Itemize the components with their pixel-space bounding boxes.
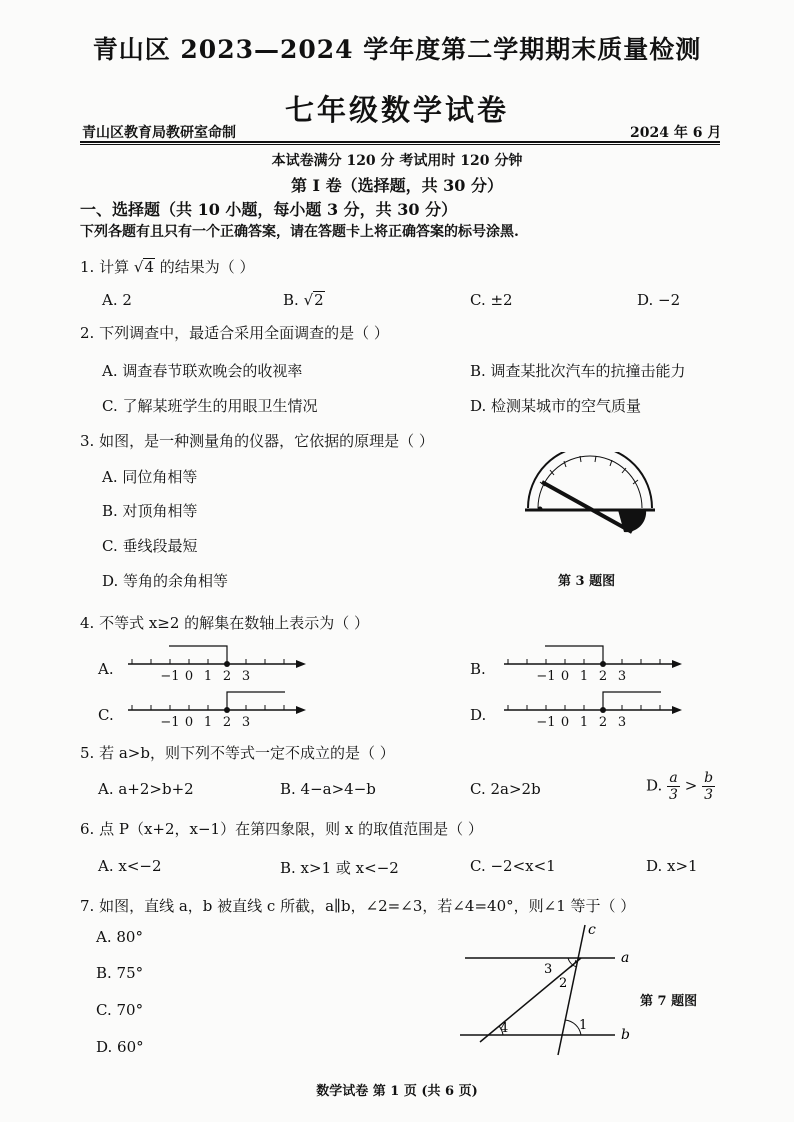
q5-option-d-label: D.	[646, 776, 663, 795]
tick-label: −1	[536, 669, 556, 684]
q1-radicand: 4	[144, 258, 154, 276]
solution-bracket	[169, 646, 227, 664]
q5-option-d-op: >	[684, 776, 698, 795]
q3-option-a[interactable]: A. 同位角相等	[102, 468, 198, 486]
tick-label: 1	[203, 715, 213, 730]
protractor-arm	[542, 482, 632, 532]
q5-option-d[interactable]	[646, 770, 715, 803]
q3-option-c[interactable]: C. 垂线段最短	[102, 537, 198, 555]
protractor-figure	[520, 452, 660, 542]
label-b: b	[621, 1027, 630, 1043]
endpoint-dot	[600, 707, 606, 713]
q4-numberline-b	[494, 644, 694, 686]
protractor-pivot	[538, 507, 543, 512]
q3-caption: 第 3 题图	[558, 574, 616, 589]
sqrt-sign: √	[133, 258, 144, 276]
tick-label: 3	[241, 715, 251, 730]
fraction-a-over-3: $\frac{a}{3}$	[669, 770, 678, 803]
q5-option-a[interactable]: A. a+2>b+2	[98, 780, 194, 798]
q7-option-a[interactable]: A. 80°	[96, 928, 143, 946]
question-1-stem	[80, 256, 255, 277]
q2-option-d[interactable]: D. 检测某城市的空气质量	[470, 397, 642, 415]
parallel-lines-figure	[455, 920, 640, 1060]
fraction-b-over-3: $\frac{b}{3}$	[704, 770, 714, 803]
question-2-stem: 2. 下列调查中，最适合采用全面调查的是（ ）	[80, 324, 389, 342]
question-5-stem: 5. 若 a>b，则下列不等式一定不成立的是（ ）	[80, 744, 395, 762]
q4-option-c[interactable]: C.	[98, 706, 114, 724]
solution-bracket	[603, 692, 661, 710]
q5-option-c[interactable]: C. 2a>2b	[470, 780, 541, 798]
label-a: a	[621, 950, 630, 966]
tick-label: 2	[598, 715, 608, 730]
q6-option-b[interactable]: B. x>1 或 x<−2	[280, 859, 399, 877]
endpoint-dot	[600, 661, 606, 667]
q1-option-c[interactable]: C. ±2	[470, 291, 513, 309]
endpoint-dot	[224, 707, 230, 713]
question-7-stem: 7. 如图，直线 a，b 被直线 c 所截，a∥b，∠2=∠3，若∠4=40°，则∠1 等于（ ）	[80, 897, 636, 915]
transversal-line	[480, 958, 581, 1042]
label-c: c	[588, 922, 596, 938]
label-2: 2	[559, 976, 568, 991]
q3-option-d[interactable]: D. 等角的余角相等	[102, 572, 229, 590]
axis-arrow	[672, 706, 682, 714]
label-4: 4	[500, 1021, 509, 1036]
q7-caption: 第 7 题图	[640, 994, 698, 1009]
tick-label: −1	[536, 715, 556, 730]
q3-option-b[interactable]: B. 对顶角相等	[102, 502, 198, 520]
section-instruction: 下列各题有且只有一个正确答案，请在答题卡上将正确答案的标号涂黑.	[80, 224, 519, 240]
tick-label: 0	[560, 669, 570, 684]
q4-numberline-a	[118, 644, 318, 686]
exam-info: 本试卷满分 120 分 考试用时 120 分钟	[271, 153, 523, 169]
tick-label: 2	[598, 669, 608, 684]
q7-option-c[interactable]: C. 70°	[96, 1001, 144, 1019]
q6-option-d[interactable]: D. x>1	[646, 857, 698, 875]
q5-option-b[interactable]: B. 4−a>4−b	[280, 780, 376, 798]
q2-option-a[interactable]: A. 调查春节联欢晚会的收视率	[102, 362, 303, 380]
exam-subtitle: 七年级数学试卷	[284, 93, 509, 127]
solution-bracket	[545, 646, 603, 664]
exam-title: 青山区 2023—2024 学年度第二学期期末质量检测	[92, 35, 702, 64]
tick-label: 0	[184, 715, 194, 730]
q4-option-a[interactable]: A.	[98, 660, 114, 678]
sqrt-sign: √	[303, 291, 314, 309]
tick-label: 1	[203, 669, 213, 684]
tick-label: 3	[617, 715, 627, 730]
q1-post: 的结果为（ ）	[159, 258, 255, 276]
section-title: 一、选择题（共 10 小题，每小题 3 分，共 30 分）	[80, 200, 458, 219]
page-footer: 数学试卷 第 1 页 (共 6 页)	[316, 1084, 478, 1099]
q1-option-d[interactable]: D. −2	[637, 291, 681, 309]
tick-label: 1	[579, 715, 589, 730]
protractor-inner-arc	[538, 456, 642, 508]
q1-option-b-radicand: 2	[314, 291, 324, 309]
header-rule-thin	[80, 144, 720, 145]
q6-option-a[interactable]: A. x<−2	[98, 857, 162, 875]
part-title: 第 I 卷（选择题，共 30 分）	[290, 176, 504, 195]
q2-option-b[interactable]: B. 调查某批次汽车的抗撞击能力	[470, 362, 686, 380]
tick-label: 0	[560, 715, 570, 730]
tick-label: 0	[184, 669, 194, 684]
label-3: 3	[544, 962, 553, 977]
exam-date: 2024 年 6 月	[630, 125, 722, 141]
tick-label: 1	[579, 669, 589, 684]
q1-option-b-label: B.	[283, 291, 299, 309]
tick-label: 2	[222, 669, 232, 684]
tick-label: 2	[222, 715, 232, 730]
axis-arrow	[672, 660, 682, 668]
protractor-ticks	[540, 456, 638, 486]
axis-arrow	[296, 660, 306, 668]
q6-option-c[interactable]: C. −2<x<1	[470, 857, 556, 875]
issuer: 青山区教育局教研室命制	[82, 125, 236, 141]
q7-option-b[interactable]: B. 75°	[96, 964, 144, 982]
q4-option-d[interactable]: D.	[470, 706, 487, 724]
axis-arrow	[296, 706, 306, 714]
q1-option-a[interactable]: A. 2	[102, 291, 132, 309]
tick-label: 3	[617, 669, 627, 684]
question-4-stem: 4. 不等式 x≥2 的解集在数轴上表示为（ ）	[80, 614, 369, 632]
endpoint-dot	[224, 661, 230, 667]
header-rule	[80, 141, 720, 143]
q7-option-d[interactable]: D. 60°	[96, 1038, 144, 1056]
q2-option-c[interactable]: C. 了解某班学生的用眼卫生情况	[102, 397, 318, 415]
q4-numberline-c	[118, 690, 318, 732]
q1-pre: 1. 计算	[80, 258, 130, 276]
solution-bracket	[227, 692, 285, 710]
label-1: 1	[579, 1018, 588, 1033]
q4-numberline-d	[494, 690, 694, 732]
tick-label: −1	[160, 669, 180, 684]
tick-label: −1	[160, 715, 180, 730]
q4-option-b[interactable]: B.	[470, 660, 486, 678]
question-3-stem: 3. 如图，是一种测量角的仪器，它依据的原理是（ ）	[80, 432, 434, 450]
q1-option-b[interactable]	[283, 291, 325, 309]
question-6-stem: 6. 点 P（x+2，x−1）在第四象限，则 x 的取值范围是（ ）	[80, 820, 483, 838]
tick-label: 3	[241, 669, 251, 684]
